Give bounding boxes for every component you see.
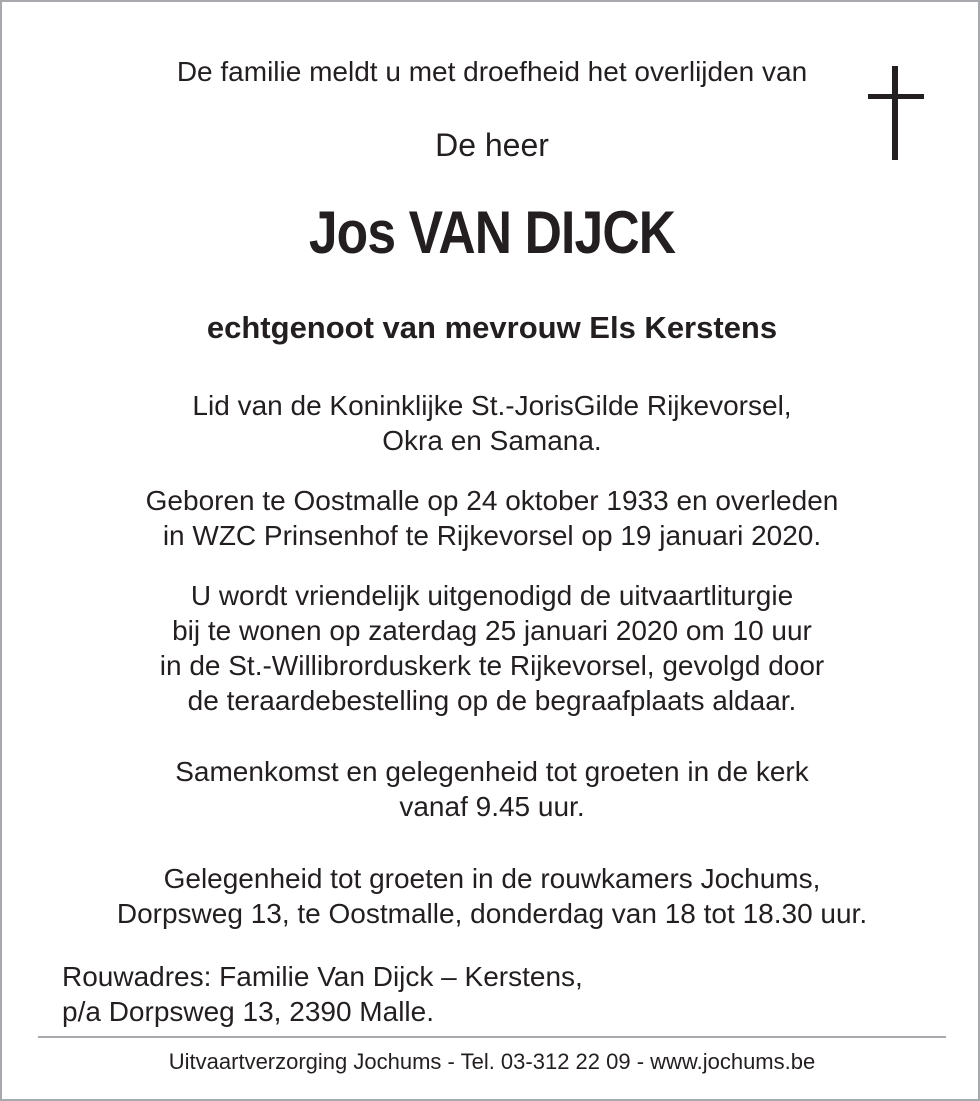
membership-paragraph [2, 388, 980, 458]
text-line: Rouwadres: Familie Van Dijck – Kerstens, [62, 961, 583, 992]
divider [38, 1036, 946, 1038]
footer-contact: Uitvaartverzorging Jochums - Tel. 03-312 22 09 - www.jochums.be [168, 1049, 816, 1074]
text-line: bij te wonen op zaterdag 25 januari 2020 om 10 uur [172, 615, 812, 646]
text-line: Lid van de Koninklijke St.-JorisGilde Rijkevorsel, [192, 390, 792, 421]
text-line: U wordt vriendelijk uitgenodigd de uitvaartliturgie [190, 580, 794, 611]
text-line: p/a Dorpsweg 13, 2390 Malle. [62, 996, 434, 1027]
birth-death-paragraph [2, 483, 980, 553]
text-line: Samenkomst en gelegenheid tot groeten in de kerk [175, 756, 809, 787]
text-line: Gelegenheid tot groeten in de rouwkamers Jochums, [163, 863, 821, 894]
text-line: in WZC Prinsenhof te Rijkevorsel op 19 januari 2020. [162, 520, 822, 551]
text-line: Okra en Samana. [382, 425, 602, 456]
text-line: Geboren te Oostmalle op 24 oktober 1933 en overleden [145, 485, 839, 516]
funeral-paragraph [2, 578, 980, 718]
deceased-name: Jos VAN DIJCK [308, 199, 676, 266]
text-line: de teraardebestelling op de begraafplaats aldaar. [187, 685, 797, 716]
text-line: vanaf 9.45 uur. [399, 791, 585, 822]
gathering-paragraph [2, 754, 980, 824]
viewing-paragraph [2, 861, 980, 931]
spouse-line: echtgenoot van mevrouw Els Kerstens [206, 310, 778, 345]
announcement-lead: De familie meldt u met droefheid het overlijden van [176, 56, 808, 87]
text-line: in de St.-Willibrorduskerk te Rijkevorsel, gevolgd door [159, 650, 825, 681]
honorific: De heer [435, 127, 549, 163]
text-line: Dorpsweg 13, te Oostmalle, donderdag van 18 tot 18.30 uur. [116, 898, 868, 929]
mourning-address [62, 959, 942, 1029]
